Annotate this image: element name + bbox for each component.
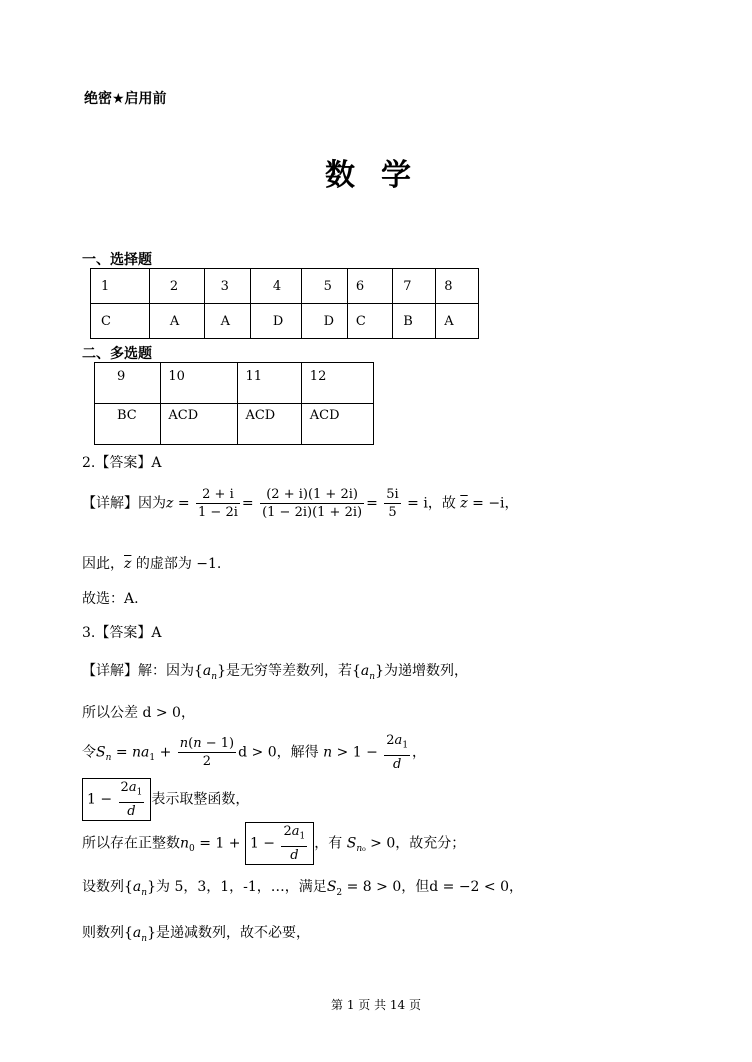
numerator: (2 + i)(1 + 2i) — [260, 486, 364, 504]
q2-choice: 故选：A. — [82, 591, 139, 607]
q3-answer: 3.【答案】A — [82, 625, 162, 641]
detail-text: 因此， — [82, 556, 124, 572]
denominator: 5 — [388, 505, 397, 520]
table-cell: 11 — [238, 363, 301, 404]
q3-line1: 【详解】解：因为$\{a_n\}$是无穷等差数列，若$\{a_n\}$为递增数列， — [82, 663, 468, 682]
detail-text: 【详解】因为 — [82, 495, 166, 512]
table-row — [91, 269, 479, 304]
table-cell: C — [347, 304, 392, 339]
table-row — [95, 404, 374, 445]
fraction — [281, 823, 307, 864]
detail-text: d > 0，解得 — [238, 744, 319, 761]
detail-text: 为递增数列， — [384, 663, 468, 679]
answer-table-choice — [90, 268, 479, 339]
table-cell: ACD — [238, 404, 301, 445]
detail-text: > 0，故充分； — [370, 835, 466, 852]
table-cell: 7 — [393, 269, 436, 304]
q3-line6: 设数列$\{a_n\}$为 5，3，1，-1，…，满足$S_2 = 8 > 0$，但d = −2 < 0， — [82, 879, 524, 898]
table-cell: 3 — [204, 269, 250, 304]
denominator: 1 − 2i — [198, 505, 238, 520]
detail-text: 是无穷等差数列，若 — [226, 663, 352, 679]
fraction — [119, 779, 145, 820]
q3-line5: 所以存在正整数$n_0 = 1 + 1$ − $\frac{2a_1}{d}$ ，有 $S_{n_0} > 0$，故充分； — [82, 824, 466, 863]
section-heading-choice: 一、选择题 — [82, 252, 152, 268]
numerator: 5i — [386, 487, 399, 502]
numerator: $2a_1$ — [281, 823, 307, 847]
detail-text: 【详解】解：因为 — [82, 663, 194, 679]
table-cell: 9 — [95, 363, 161, 404]
detail-text: d = −2 < 0， — [429, 879, 524, 895]
q3-line2: 所以公差 d > 0， — [82, 705, 195, 721]
detail-text: = i，故 — [407, 495, 456, 512]
numerator: 2 + i — [196, 486, 240, 504]
table-cell: 2 — [149, 269, 204, 304]
numerator: $2a_1$ — [119, 779, 145, 803]
detail-text: = −i， — [472, 495, 519, 512]
table-row — [95, 363, 374, 404]
denominator: d — [290, 847, 299, 863]
fraction — [178, 735, 236, 770]
secret-label: 绝密★启用前 — [84, 91, 167, 107]
section-heading-multi: 二、多选题 — [82, 346, 152, 362]
denominator: d — [127, 803, 136, 819]
detail-text: 的虚部为 −1. — [135, 556, 222, 572]
table-cell: BC — [95, 404, 161, 445]
table-cell: A — [436, 304, 479, 339]
floor-bracket: 1 − $\frac{2a_1}{d}$ — [245, 822, 314, 865]
page-title: 数学 — [325, 158, 437, 193]
fraction — [260, 486, 364, 521]
denominator: d — [392, 756, 402, 772]
q3-line4 — [82, 778, 249, 821]
floor-bracket: 1 − $\frac{2a_1}{d}$ — [82, 778, 151, 821]
detail-text: 表示取整函数， — [151, 791, 250, 808]
table-cell: D — [301, 304, 347, 339]
fraction — [384, 732, 410, 773]
page-footer: 第 1 页 共 14 页 — [331, 998, 421, 1012]
q2-line2: 因此，$\overline{z}$ 的虚部为 −1. — [82, 556, 222, 572]
detail-text: = 8 > 0，但 — [346, 879, 430, 895]
table-cell: B — [393, 304, 436, 339]
table-cell: C — [91, 304, 150, 339]
q2-answer: 2.【答案】A — [82, 455, 162, 471]
detail-text: 设数列 — [82, 879, 124, 895]
detail-text: ，有 — [314, 835, 343, 852]
fraction — [196, 486, 240, 521]
table-cell: 1 — [91, 269, 150, 304]
table-cell: D — [250, 304, 301, 339]
table-cell: 4 — [250, 269, 301, 304]
q2-detail: 【详解】因为z = $\frac{2 + i}{1 - 2i}$ = $\frac{(2 + i)(1 + 2i)}{(1 - 2i)(1 + 2i)}$ = $\frac{5i}{5}$ = i，故 $\overline{z} = -i$， — [82, 487, 519, 520]
table-row — [91, 304, 479, 339]
table-cell: 8 — [436, 269, 479, 304]
fraction — [384, 486, 400, 521]
denominator: 2 — [202, 753, 212, 769]
detail-text: 所以存在正整数 — [82, 835, 180, 852]
numerator: $2a_1$ — [384, 732, 410, 756]
table-cell: 6 — [347, 269, 392, 304]
table-cell: 10 — [161, 363, 238, 404]
table-cell: A — [204, 304, 250, 339]
table-cell: ACD — [301, 404, 373, 445]
detail-text: 是递减数列，故不必要， — [156, 925, 310, 941]
answer-table-multi — [94, 362, 374, 445]
denominator: (1 − 2i)(1 + 2i) — [262, 505, 363, 520]
table-cell: 12 — [301, 363, 373, 404]
detail-text: 为 5，3，1，-1，…，满足 — [156, 879, 327, 895]
numerator: n(n − 1) — [179, 735, 235, 751]
q3-line7: 则数列$\{a_n\}$是递减数列，故不必要， — [82, 925, 310, 944]
detail-text: 令 — [82, 744, 96, 761]
table-cell: A — [149, 304, 204, 339]
detail-text: 则数列 — [82, 925, 124, 941]
table-cell: ACD — [161, 404, 238, 445]
table-cell: 5 — [301, 269, 347, 304]
q3-line3: 令$S_n = na_1$ + $\frac{n(n - 1)}{2}$ d > 0，解得 n > 1 − $\frac{2a_1}{d}$ ， — [82, 733, 427, 772]
